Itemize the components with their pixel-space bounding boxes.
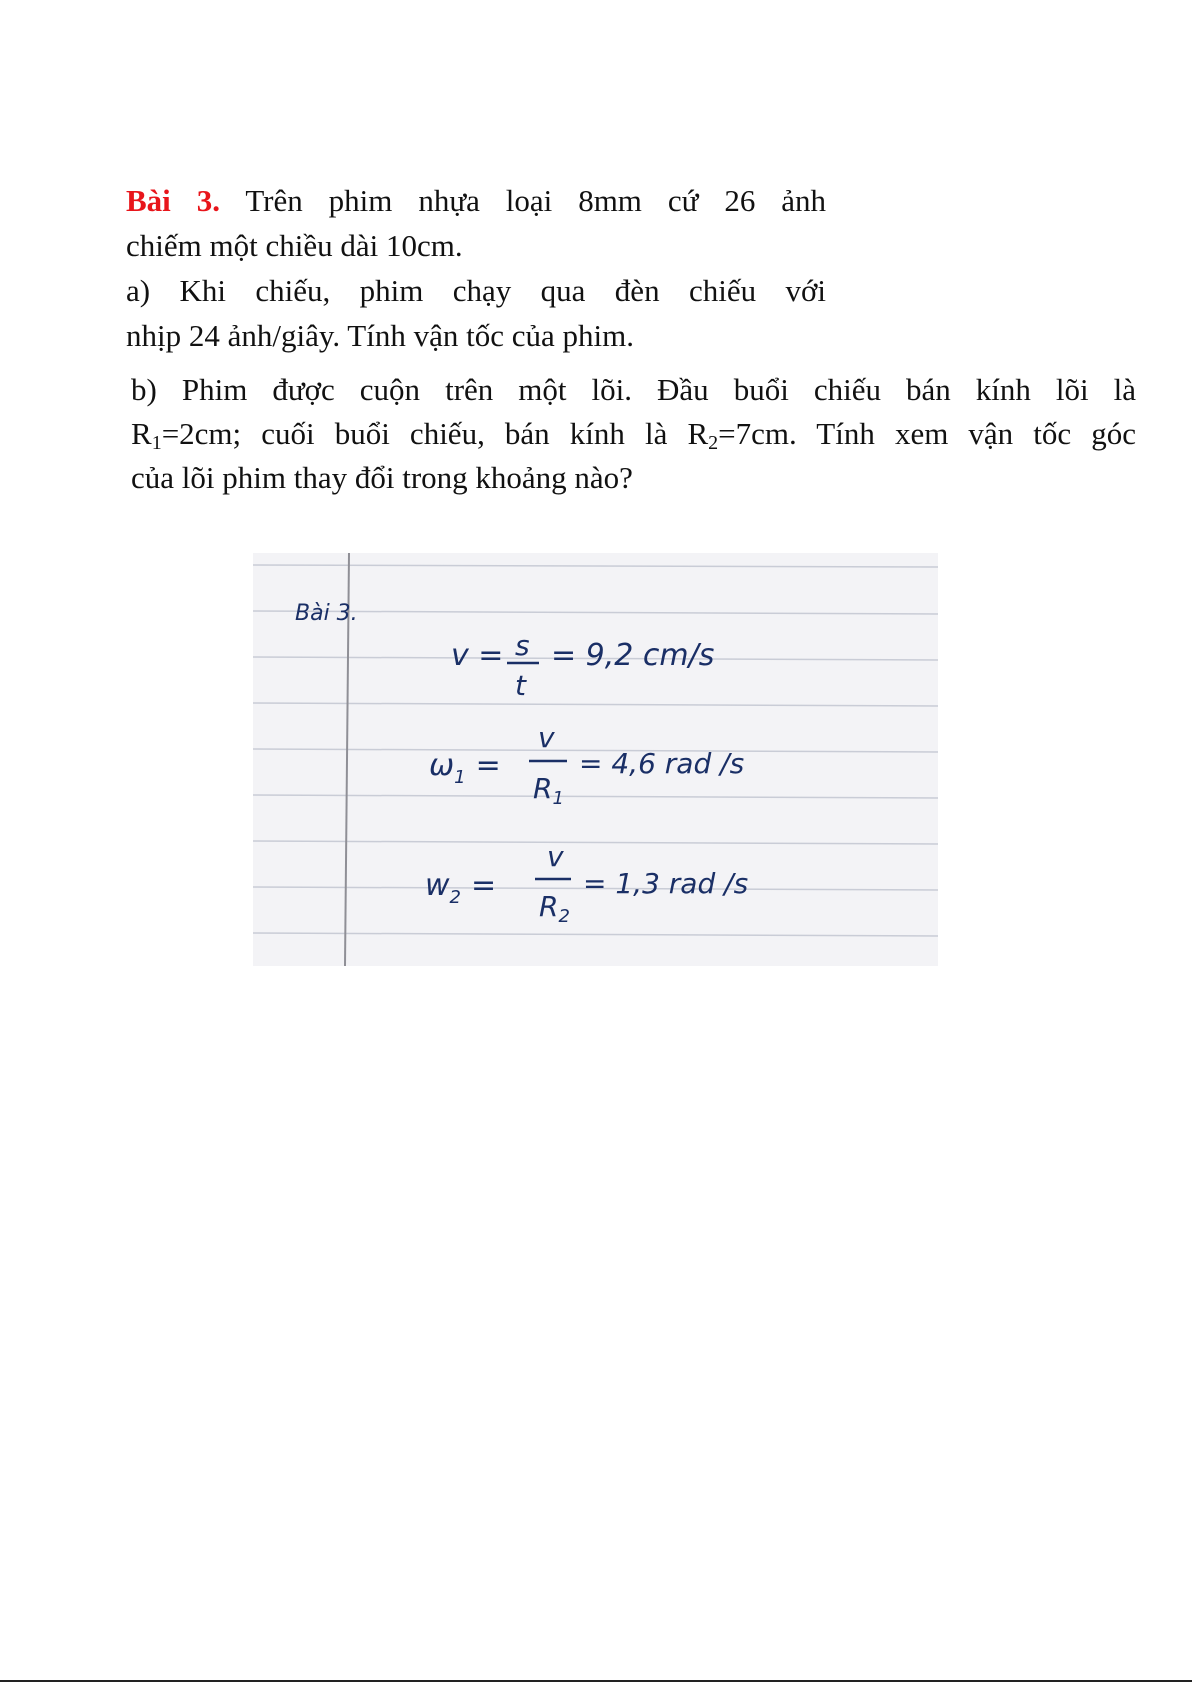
r1-text: =2cm; cuối buổi chiếu, bán kính là xyxy=(161,416,668,451)
omega2-result: = 1,3 rad /s xyxy=(583,867,749,900)
part-a-line-1: a) Khi chiếu, phim chạy qua đèn chiếu với xyxy=(126,273,826,308)
omega2-numerator: v xyxy=(547,840,564,873)
part-a-line-2: nhịp 24 ảnh/giây. Tính vận tốc của phim. xyxy=(126,318,634,353)
part-b-line-1: b) Phim được cuộn trên một lõi. Đầu buổi chiếu bán kính lõi là xyxy=(131,372,1136,407)
omega1-result: = 4,6 rad /s xyxy=(579,747,745,780)
omega2-denominator: $R_2$ xyxy=(539,890,570,927)
velocity-result: = 9,2 cm/s xyxy=(551,638,715,673)
problem-line-1: Trên phim nhựa loại 8mm cứ 26 ảnh xyxy=(245,183,826,218)
omega2-lhs: $w_2$ = xyxy=(425,868,497,908)
part-b-line-2 xyxy=(131,412,1136,456)
velocity-numerator: s xyxy=(515,629,530,662)
omega1-numerator: v xyxy=(538,721,555,754)
r2-symbol: R xyxy=(687,416,709,451)
r2-text: =7cm. Tính xem vận tốc góc xyxy=(718,416,1137,451)
part-b xyxy=(131,368,1136,500)
omega1-lhs: $\omega_1$ = xyxy=(429,748,501,788)
solution-label: Bài 3. xyxy=(295,601,358,626)
page-bottom-rule xyxy=(0,1680,1192,1682)
problem-first-line xyxy=(126,178,826,223)
problem-statement xyxy=(126,178,826,358)
problem-line-2: chiếm một chiều dài 10cm. xyxy=(126,228,463,263)
r1-subscript: 1 xyxy=(151,432,162,454)
velocity-denominator: t xyxy=(515,669,526,702)
r1-symbol: R xyxy=(131,416,152,451)
notebook-page xyxy=(253,553,938,966)
velocity-lhs: v = xyxy=(451,638,504,673)
r2-subscript: 2 xyxy=(708,432,719,454)
handwritten-solution-photo xyxy=(253,553,938,966)
problem-heading: Bài 3. xyxy=(126,183,220,218)
omega1-denominator: $R_1$ xyxy=(533,772,564,809)
part-b-line-3: của lõi phim thay đổi trong khoảng nào? xyxy=(131,460,633,495)
